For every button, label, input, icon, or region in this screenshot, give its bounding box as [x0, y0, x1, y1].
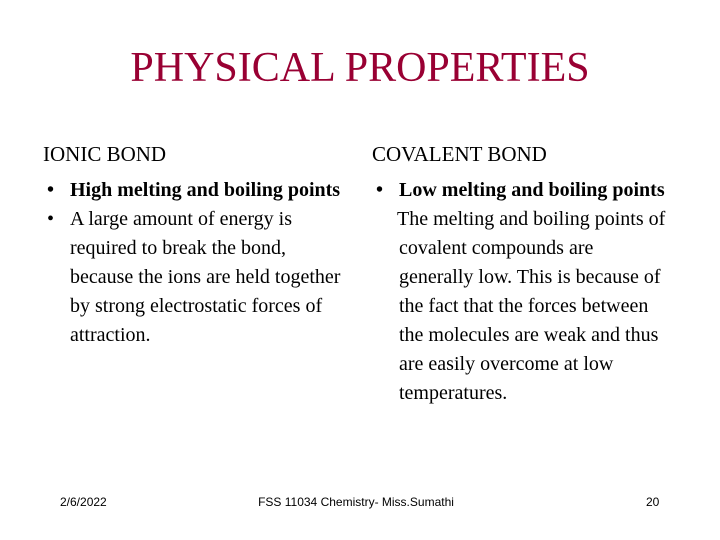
- footer-course-title: FSS 11034 Chemistry- Miss.Sumathi: [258, 495, 454, 509]
- ionic-bond-list: [43, 176, 348, 350]
- list-item: [372, 176, 672, 205]
- ionic-bond-column: [43, 140, 348, 350]
- list-item: [43, 205, 348, 350]
- covalent-bond-list: [372, 176, 672, 205]
- covalent-bond-heading: COVALENT BOND: [372, 142, 547, 166]
- footer-page-number: 20: [646, 495, 660, 509]
- covalent-bond-column: [372, 140, 672, 408]
- list-item: [43, 176, 348, 205]
- ionic-bond-heading: IONIC BOND: [43, 142, 167, 166]
- bullet-icon: •: [46, 179, 54, 201]
- bullet-text: Low melting and boiling points: [399, 179, 665, 201]
- covalent-bond-explanation: The melting and boiling points of covalent compounds are generally low. This is because of the fact that the forces between the molecules are weak and thus are easily overcome at low temperatures.: [397, 208, 666, 404]
- bullet-text: High melting and boiling points: [70, 179, 341, 201]
- bullet-icon: •: [375, 179, 383, 201]
- footer-date: 2/6/2022: [60, 495, 107, 509]
- slide-title: PHYSICAL PROPERTIES: [130, 45, 590, 91]
- bullet-text: A large amount of energy is required to break the bond, because the ions are held together by strong electrostatic forces of attraction.: [70, 208, 341, 346]
- bullet-icon: •: [46, 208, 54, 230]
